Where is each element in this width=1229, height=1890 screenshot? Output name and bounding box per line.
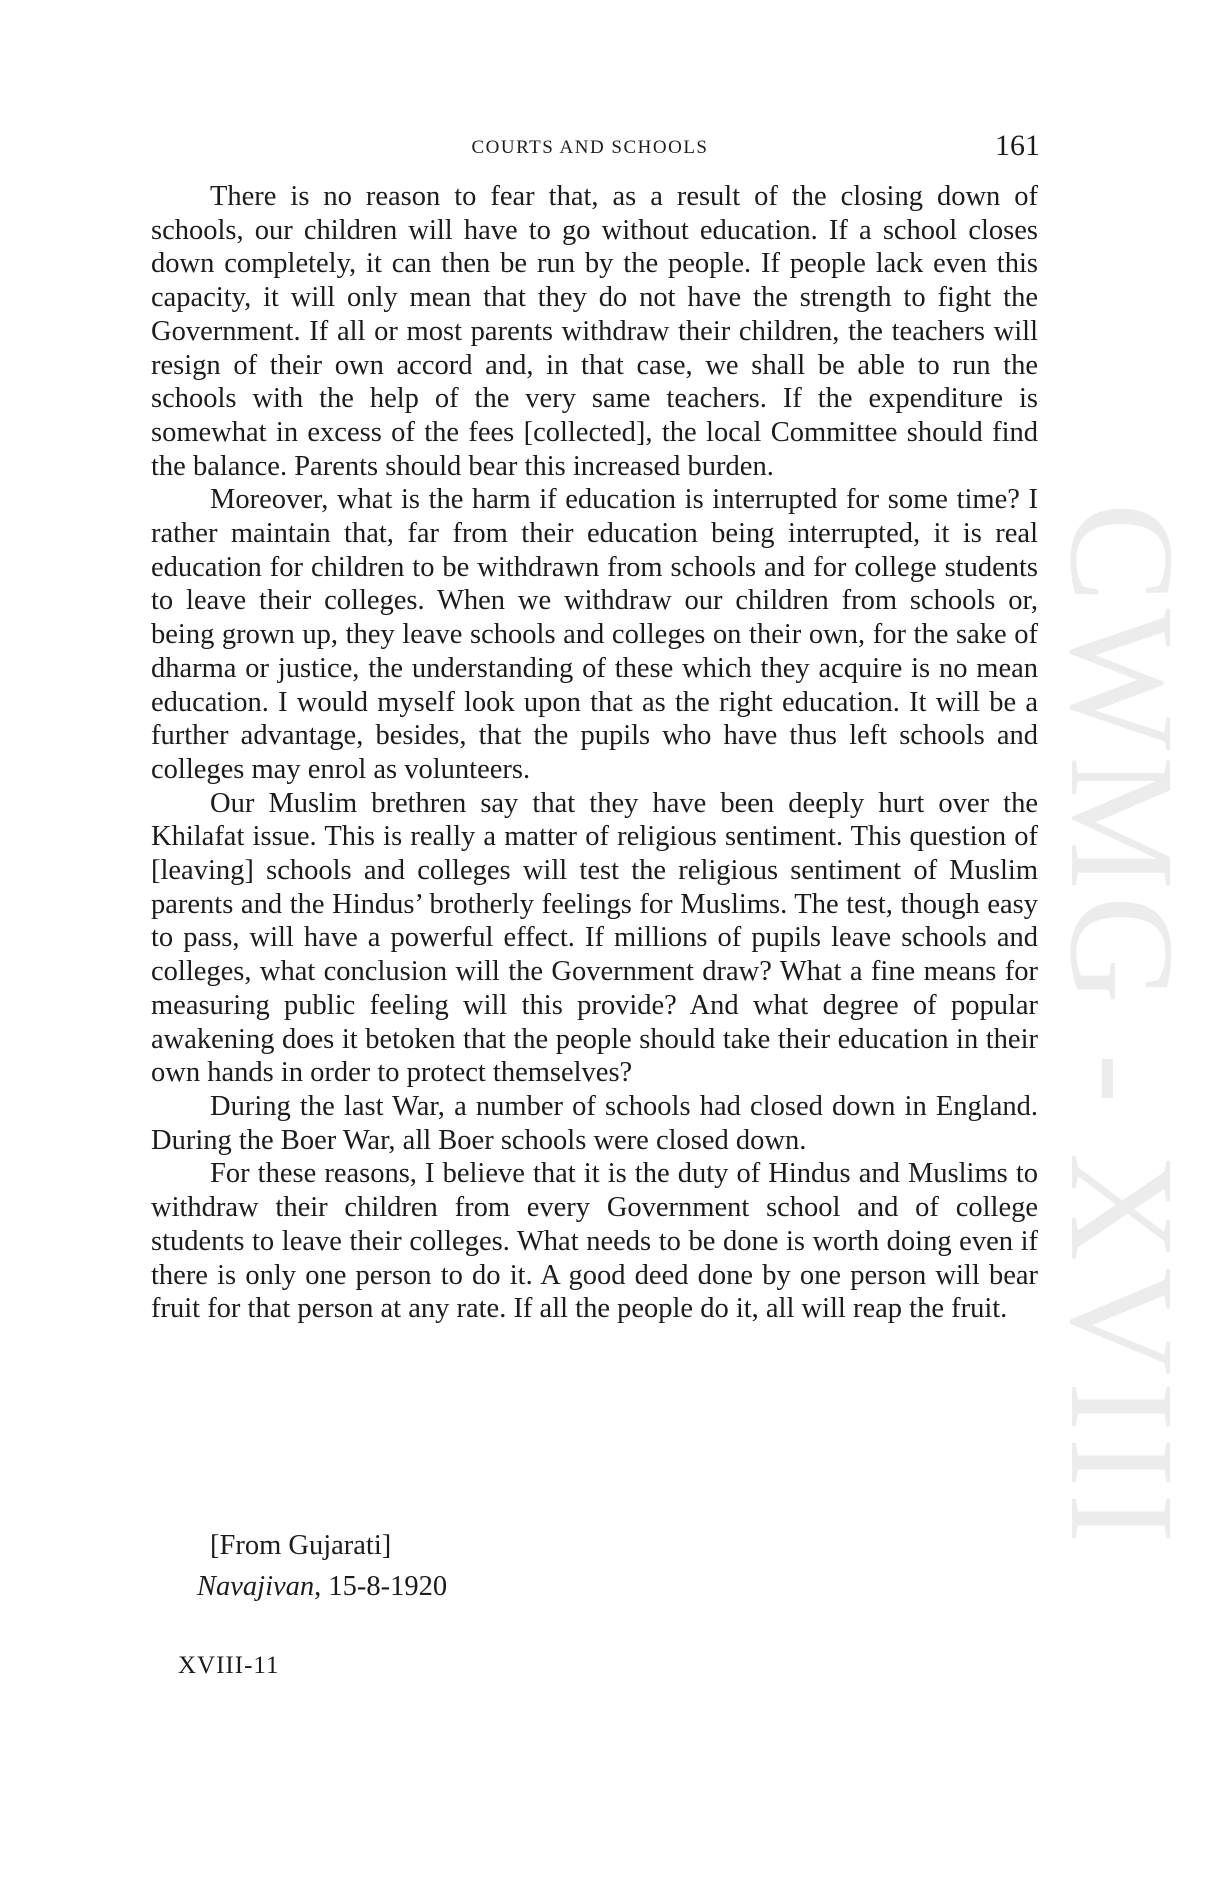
publication-name: Navajivan	[197, 1571, 315, 1602]
paragraph: Our Muslim brethren say that they have been deeply hurt over the Khilafat issue. This is really a matter of religious sentiment. This question of [leaving] schools and colleges will test the religious sentiment of Muslim parents and the Hindus’ brotherly feelings for Muslims. The test, though easy to pass, will have a powerful effect. If millions of pupils leave schools and colleges, what conclusion will the Government draw? What a fine means for measuring public feeling will this provide? And what degree of popular awakening does it betoken that the people should take their education in their own hands in order to protect themselves?	[151, 787, 1038, 1089]
page-number: 161	[995, 129, 1040, 162]
watermark: CWMG - XVIII	[1039, 502, 1205, 1550]
body-text	[151, 180, 1038, 1326]
publication-date: , 15-8-1920	[314, 1571, 448, 1602]
paragraph: During the last War, a number of schools had closed down in England. During the Boer War, all Boer schools were closed down.	[151, 1090, 1038, 1156]
publication-line	[197, 1571, 447, 1603]
running-title: COURTS AND SCHOOLS	[471, 137, 709, 158]
paragraph: There is no reason to fear that, as a result of the closing down of schools, our children will have to go without education. If a school closes down completely, it can then be run by the people. If people lack even this capacity, it will only mean that they do not have the strength to fight the Government. If all or most parents withdraw their children, the teachers will resign of their own accord and, in that case, we shall be able to run the schools with the help of the very same teachers. If the expenditure is somewhat in excess of the fees [collected], the local Committee should find the balance. Parents should bear this increased burden.	[151, 181, 1038, 482]
paragraph: Moreover, what is the harm if education is interrupted for some time? I rather maintain that, far from their education being interrupted, it is real education for children to be withdrawn from schools and for college students to leave their colleges. When we withdraw our children from schools or, being grown up, they leave schools and colleges on their own, for the sake of dharma or justice, the understanding of these which they acquire is no mean education. I would myself look upon that as the right education. It will be a further advantage, besides, that the pupils who have thus left schools and colleges may enrol as volunteers.	[151, 484, 1038, 785]
paragraph: For these reasons, I believe that it is the duty of Hindus and Muslims to withdraw their children from every Government school and of college students to leave their colleges. What needs to be done is worth doing even if there is only one person to do it. A good deed done by one person will bear fruit for that person at any rate. If all the people do it, all will reap the fruit.	[151, 1158, 1038, 1325]
signature-mark: XVIII-11	[178, 1652, 280, 1679]
source-note: [From Gujarati]	[210, 1530, 392, 1561]
